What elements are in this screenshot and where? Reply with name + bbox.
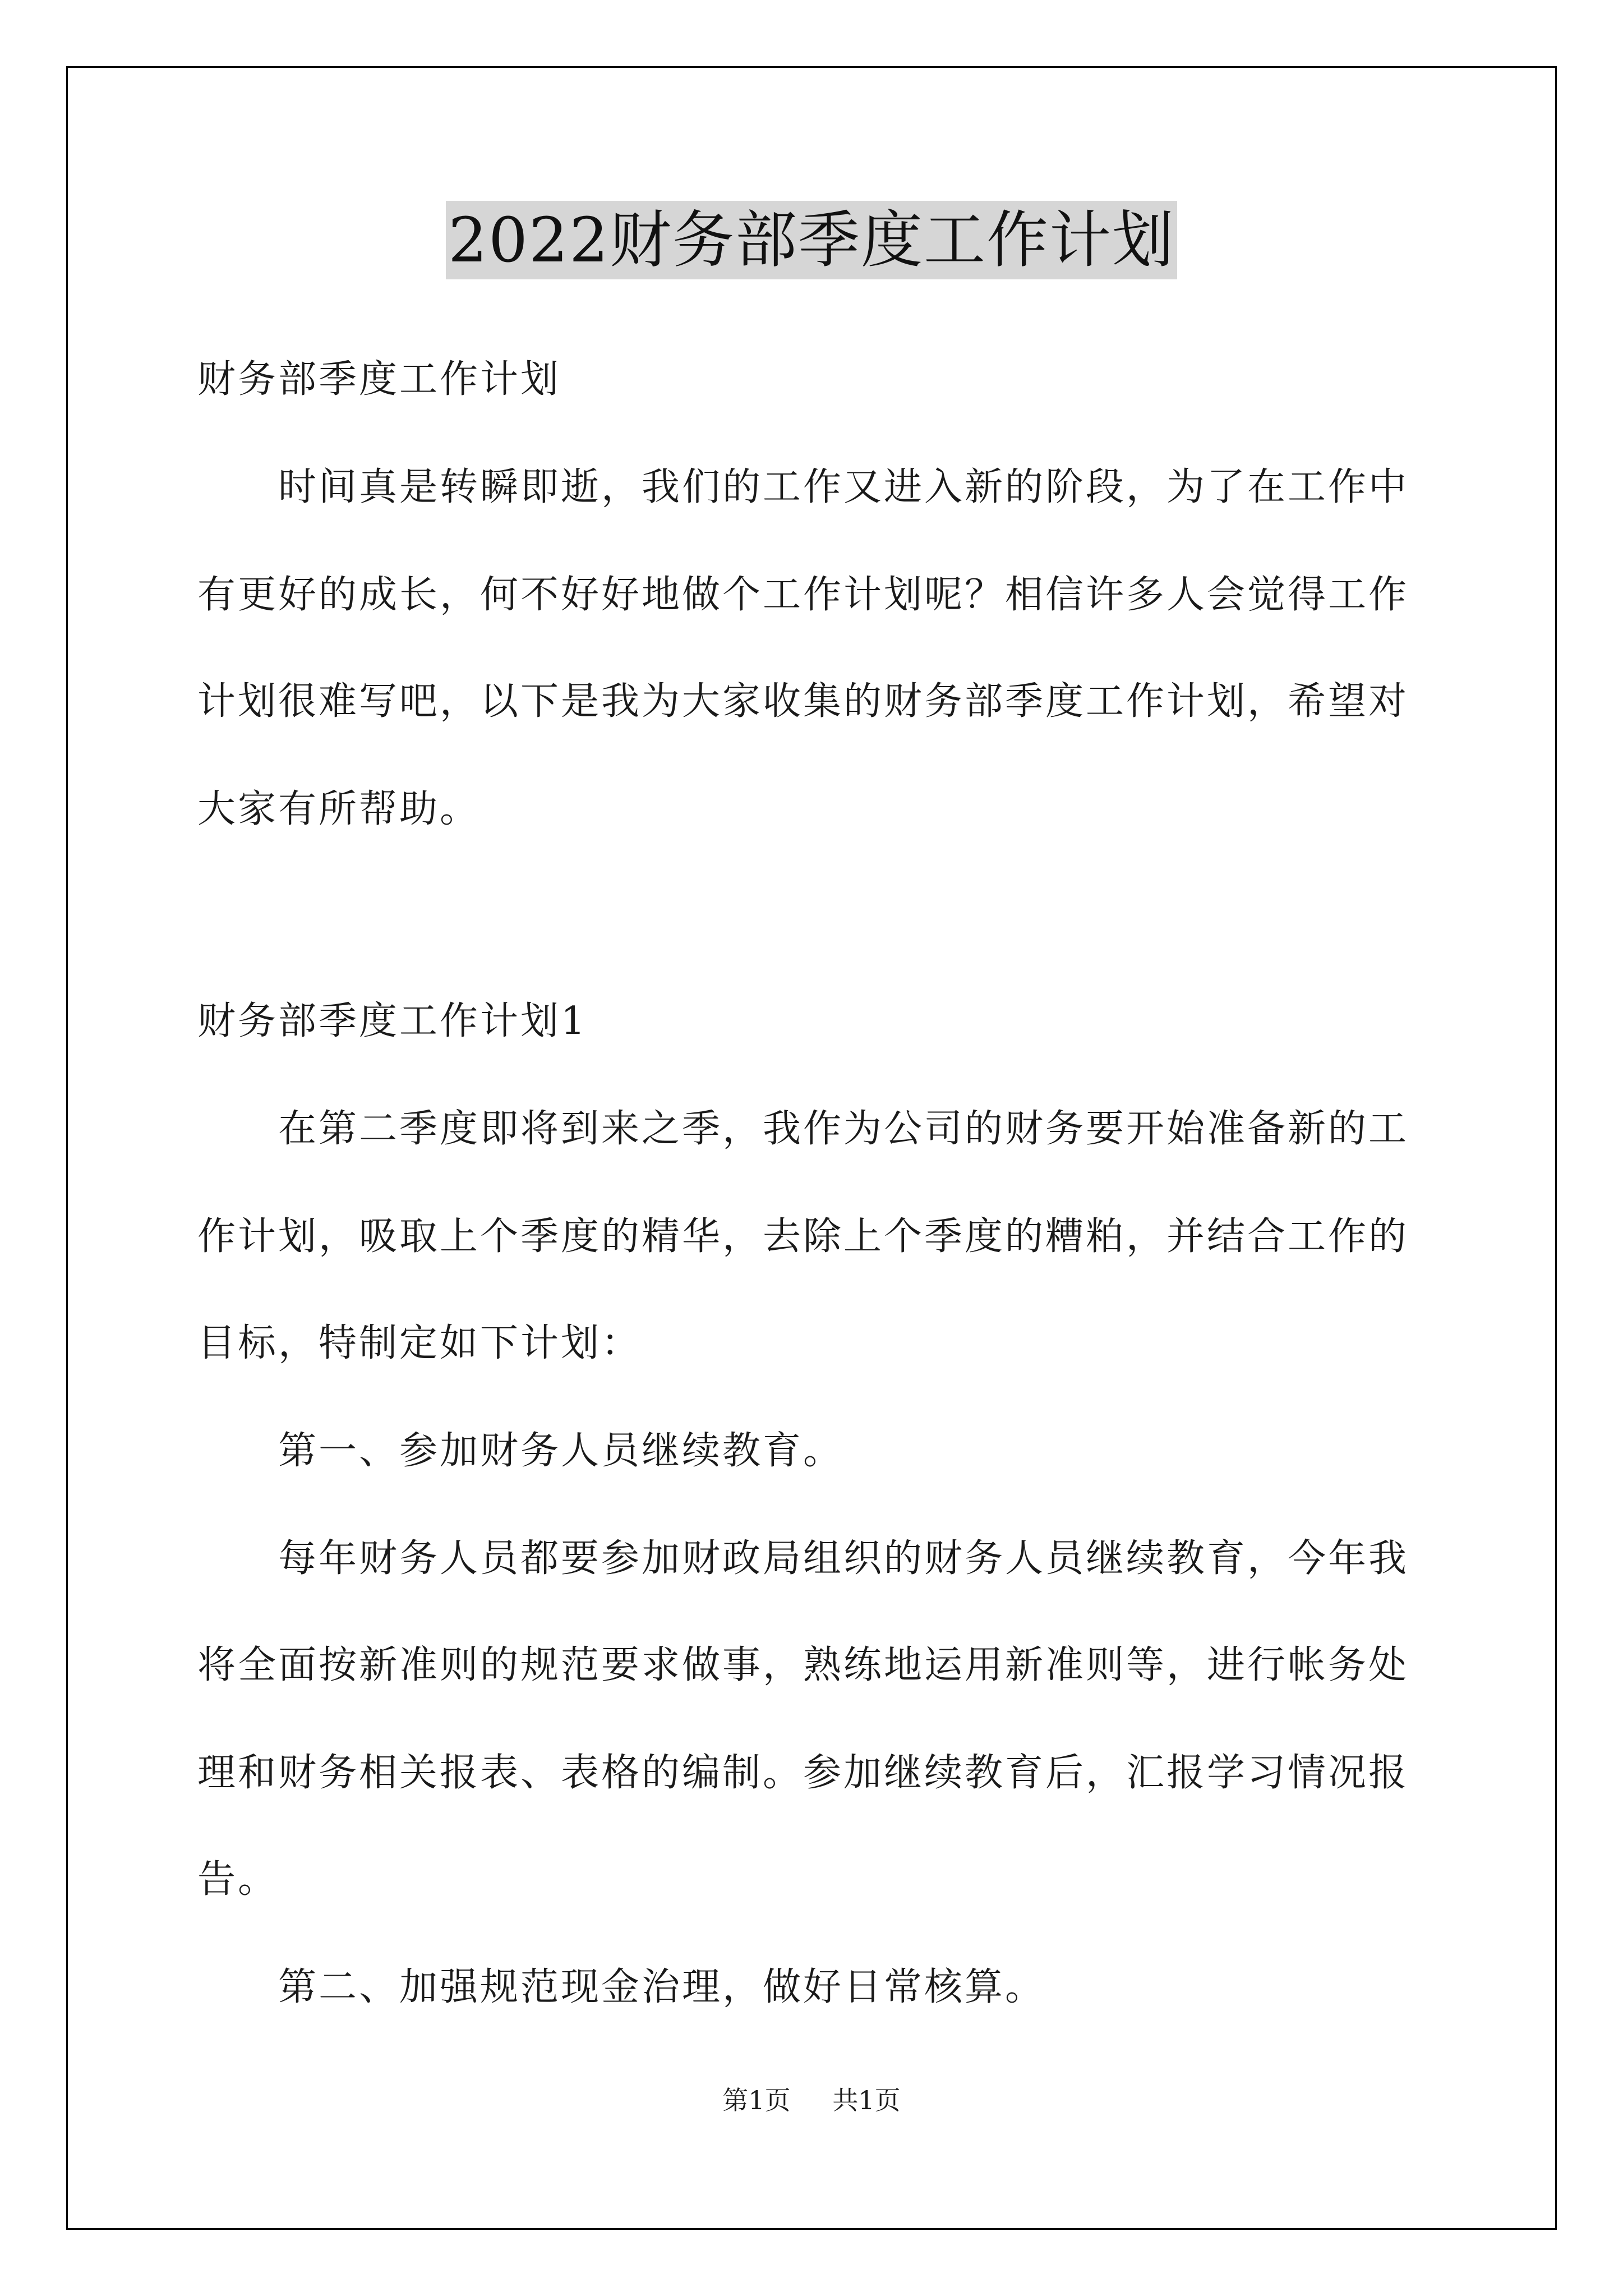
- paragraph-line: 大家有所帮助。: [197, 787, 481, 831]
- page-footer: [0, 2083, 1623, 2117]
- paragraph-line: 每年财务人员都要参加财政局组织的财务人员继续教育，今年我: [278, 1536, 1409, 1581]
- paragraph-line: 第二、加强规范现金治理，做好日常核算。: [278, 1965, 1046, 2009]
- paragraph-line: 目标，特制定如下计划：: [197, 1321, 642, 1365]
- page-number-total: 共1页: [832, 2085, 901, 2115]
- paragraph-line: 在第二季度即将到来之季，我作为公司的财务要开始准备新的工: [278, 1107, 1409, 1151]
- subtitle-line: 财务部季度工作计划: [197, 357, 561, 402]
- paragraph-line: 时间真是转瞬即逝，我们的工作又进入新的阶段，为了在工作中: [278, 465, 1409, 509]
- paragraph-line: 第一、参加财务人员继续教育。: [278, 1429, 844, 1473]
- section-heading: 财务部季度工作计划1: [197, 999, 588, 1043]
- document-title: 2022财务部季度工作计划: [446, 201, 1177, 279]
- paragraph-line: 将全面按新准则的规范要求做事，熟练地运用新准则等，进行帐务处: [197, 1643, 1409, 1687]
- paragraph-line: 理和财务相关报表、表格的编制。参加继续教育后，汇报学习情况报: [197, 1751, 1409, 1795]
- title-container: [0, 201, 1623, 279]
- page-number-current: 第1页: [722, 2085, 791, 2115]
- paragraph-line: 计划很难写吧，以下是我为大家收集的财务部季度工作计划，希望对: [197, 679, 1409, 724]
- paragraph-line: 告。: [197, 1857, 279, 1902]
- paragraph-line: 作计划，吸取上个季度的精华，去除上个季度的糟粕，并结合工作的: [197, 1214, 1409, 1259]
- paragraph-line: 有更好的成长，何不好好地做个工作计划呢？相信许多人会觉得工作: [197, 573, 1409, 617]
